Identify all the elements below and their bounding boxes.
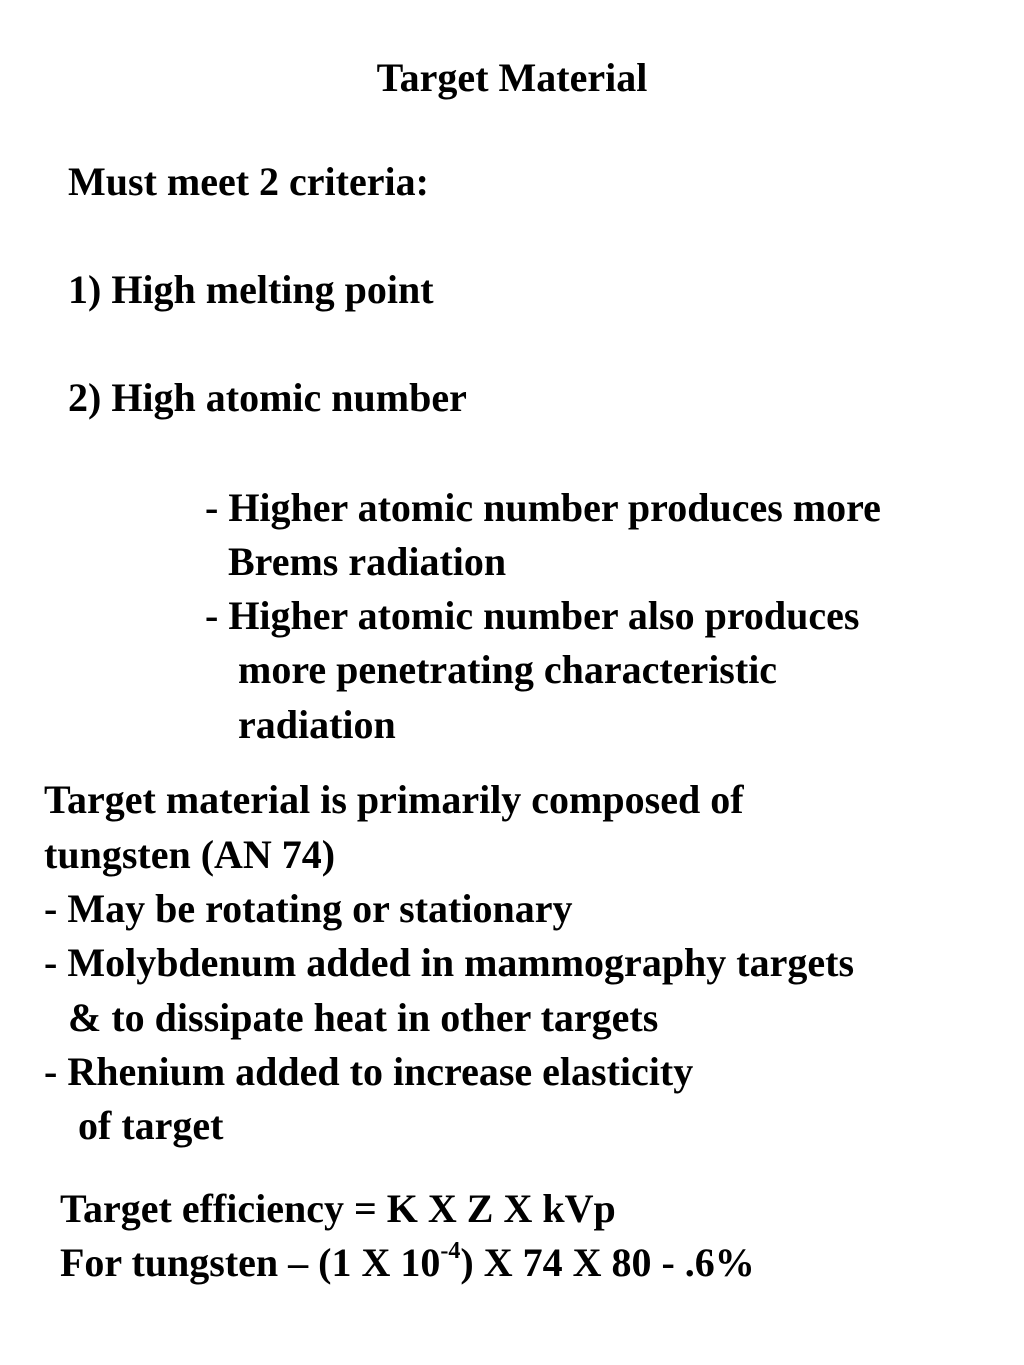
- composition-line-4: - Molybdenum added in mammography targets: [44, 940, 855, 985]
- composition-line-2: tungsten (AN 74): [44, 832, 336, 877]
- criteria-sub-2-line-1: - Higher atomic number also produces: [205, 593, 860, 638]
- composition-line-5: & to dissipate heat in other targets: [68, 995, 659, 1040]
- criteria-sub-2-line-3: radiation: [238, 702, 396, 747]
- efficiency-example-suffix: ) X 74 X 80 - .6%: [460, 1240, 755, 1285]
- composition-line-7: of target: [78, 1103, 224, 1148]
- criteria-sub-1-line-1: - Higher atomic number produces more: [205, 485, 881, 530]
- efficiency-example-exponent: -4: [440, 1238, 461, 1264]
- criteria-item-1: 1) High melting point: [68, 267, 434, 312]
- composition-line-3: - May be rotating or stationary: [44, 886, 573, 931]
- efficiency-example-prefix: For tungsten – (1 X 10: [60, 1240, 441, 1285]
- criteria-heading: Must meet 2 criteria:: [68, 159, 429, 204]
- slide-title: Target Material: [376, 55, 648, 100]
- efficiency-example: [60, 1238, 755, 1285]
- efficiency-formula: Target efficiency = K X Z X kVp: [60, 1186, 616, 1231]
- criteria-item-2: 2) High atomic number: [68, 375, 467, 420]
- criteria-sub-1-line-2: Brems radiation: [228, 539, 507, 584]
- criteria-sub-2-line-2: more penetrating characteristic: [238, 647, 778, 692]
- composition-line-1: Target material is primarily composed of: [44, 777, 744, 822]
- composition-line-6: - Rhenium added to increase elasticity: [44, 1049, 694, 1094]
